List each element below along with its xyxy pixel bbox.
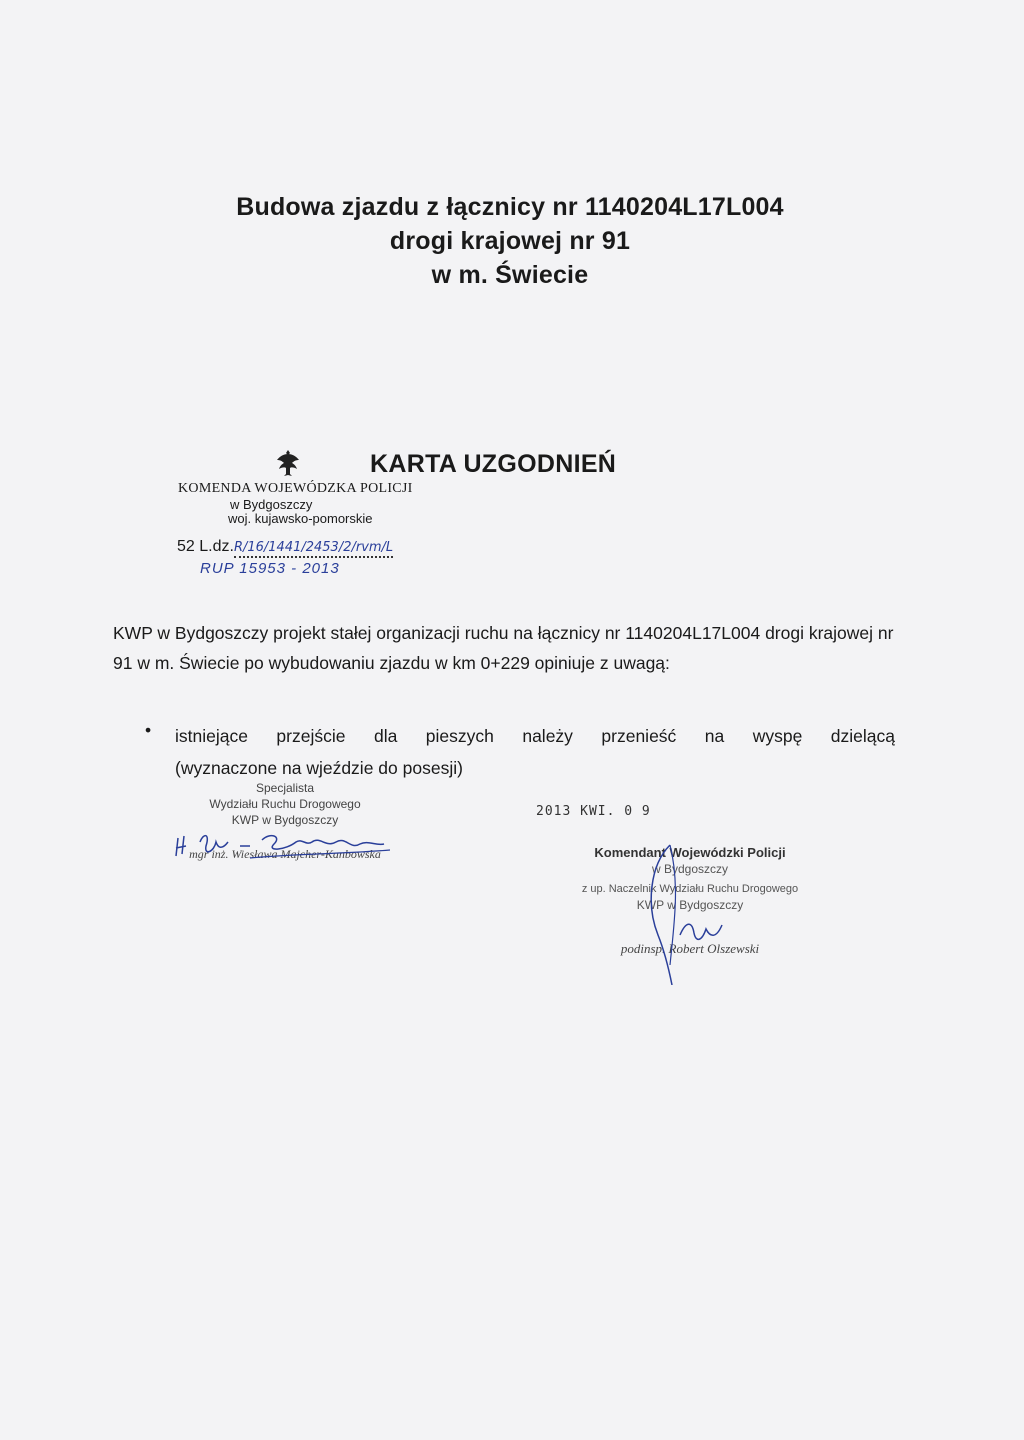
reference-prefix: 52 L.dz. bbox=[177, 538, 234, 555]
signer-left-title: Specjalista bbox=[255, 781, 315, 795]
stamp-line-3: woj. kujawsko-pomorskie bbox=[228, 511, 373, 526]
signature-block-left bbox=[170, 780, 400, 862]
handwritten-signature-right bbox=[640, 825, 760, 985]
body-paragraph-text: KWP w Bydgoszczy projekt stałej organizacji ruchu na łącznicy nr 1140204L17L004 drogi krajowej nr 91 w m. Świecie po wybudowaniu zjazdu w km 0+229 opiniuje z uwagą: bbox=[113, 623, 894, 673]
signer-left-name: mgr inż. Wiesława Majcher-Kanbowska bbox=[189, 847, 381, 861]
signer-right-city: w Bydgoszczy bbox=[651, 862, 729, 876]
title-line-1: Budowa zjazdu z łącznicy nr 1140204L17L004 bbox=[236, 193, 784, 221]
stamp-line-1: KOMENDA WOJEWÓDZKA POLICJI bbox=[178, 481, 413, 496]
signature-block-right bbox=[540, 845, 840, 957]
title-line-3: w m. Świecie bbox=[431, 261, 589, 289]
bullet-line-2: (wyznaczone na wjeździe do posesji) bbox=[175, 758, 463, 778]
title-line-2: drogi krajowej nr 91 bbox=[389, 227, 631, 255]
reference-number-2: RUP 15953 - 2013 bbox=[200, 560, 340, 577]
handwritten-signature-left bbox=[170, 828, 400, 868]
signer-left-department: Wydziału Ruchu Drogowego bbox=[209, 797, 361, 811]
signer-right-name: podinsp. Robert Olszewski bbox=[620, 941, 760, 956]
reference-number bbox=[177, 538, 393, 556]
signer-right-unit: KWP w Bydgoszczy bbox=[636, 898, 744, 912]
document-heading: KARTA UZGODNIEŃ bbox=[370, 450, 617, 478]
eagle-emblem-icon bbox=[276, 448, 300, 478]
stamp-line-2: w Bydgoszczy bbox=[230, 497, 313, 512]
signer-left-unit: KWP w Bydgoszczy bbox=[231, 813, 339, 827]
signer-right-authority: z up. Naczelnik Wydziału Ruchu Drogowego bbox=[581, 883, 799, 895]
bullet-line-1: istniejące przejście dla pieszych należy przenieść na wyspę dzielącą bbox=[175, 726, 895, 746]
bullet-symbol: • bbox=[145, 720, 152, 740]
signer-right-title: Komendant Wojewódzki Policji bbox=[594, 845, 786, 860]
reference-handwritten: R/16/1441/2453/2/rvm/L bbox=[234, 540, 393, 558]
body-paragraph bbox=[113, 618, 903, 678]
date-stamp: 2013 KWI. 0 9 bbox=[536, 804, 651, 819]
